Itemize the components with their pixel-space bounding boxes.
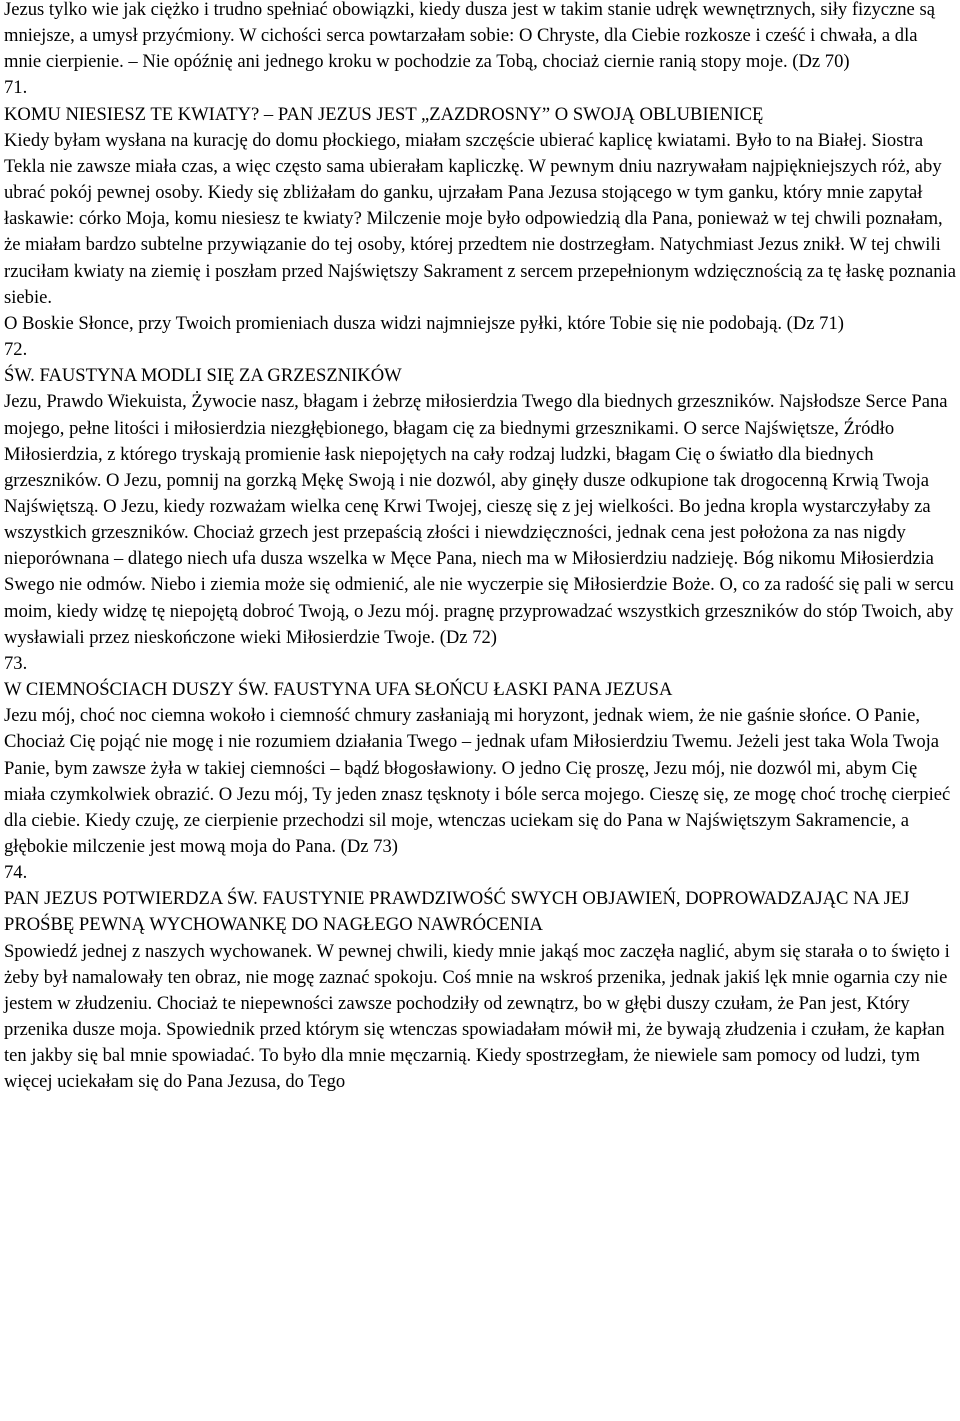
paragraph-entry-70-continuation: Jezus tylko wie jak ciężko i trudno spełniać obowiązki, kiedy dusza jest w takim stanie udręk wewnętrznych, siły fizyczne są mniejsze, a umysł przyćmiony. W cichości serca powtarzałam sobie: O Chryste, dla Ciebie rozkosze i cześć i chwała, a dla mnie cierpienie. – Nie opóźnię ani jednego kroku w pochodzie za Tobą, chociaż ciernie ranią stopy moje. (Dz 70): [4, 0, 935, 73]
heading-entry-73: W CIEMNOŚCIACH DUSZY ŚW. FAUSTYNA UFA SŁOŃCU ŁASKI PANA JEZUSA: [4, 679, 673, 701]
paragraph-entry-71: Kiedy byłam wysłana na kurację do domu płockiego, miałam szczęście ubierać kaplicę kwiatami. Było to na Białej. Siostra Tekla nie zawsze miała czas, a więc często sama ubierałam kapliczkę. W pewnym dniu nazrywałam najpiękniejszych róż, aby ubrać pokój pewnej osoby. Kiedy się zbliżałam do ganku, ujrzałam Pana Jezusa stojącego w tym ganku, który mnie zapytał łaskawie: córko Moja, komu niesiesz te kwiaty? Milczenie moje było odpowiedzią dla Pana, ponieważ w tej chwili poznałam, że miałam bardzo subtelne przywiązanie do tej osoby, której przedtem nie dostrzegłam. Natychmiast Jezus znikł. W tej chwili rzuciłam kwiaty na ziemię i poszłam przed Najświętszy Sakrament z sercem przepełnionym wdzięcznością za tę łaskę poznania siebie.: [4, 129, 957, 308]
heading-entry-74: PAN JEZUS POTWIERDZA ŚW. FAUSTYNIE PRAWDZIWOŚĆ SWYCH OBJAWIEŃ, DOPROWADZAJĄC NA JEJ PROŚBĘ PEWNĄ WYCHOWANKĘ DO NAGŁEGO NAWRÓCENIA: [4, 888, 910, 936]
entry-number-74: 74.: [4, 862, 28, 884]
entry-number-73: 73.: [4, 652, 28, 674]
entry-number-72: 72.: [4, 339, 28, 361]
heading-entry-72: ŚW. FAUSTYNA MODLI SIĘ ZA GRZESZNIKÓW: [4, 365, 402, 387]
document-page: [4, 0, 958, 1096]
paragraph-entry-73: Jezu mój, choć noc ciemna wokoło i ciemność chmury zasłaniają mi horyzont, jednak wiem, że nie gaśnie słońce. O Panie, Chociaż Cię pojąć nie mogę i nie rozumiem działania Twego – jednak ufam Miłosierdziu Twemu. Jeżeli jest taka Wola Twoja Panie, bym zawsze żyła w takiej ciemności – bądź błogosławiony. O jedno Cię proszę, Jezu mój, nie dozwól mi, abym Cię miała czymkolwiek obrazić. O Jezu mój, Ty jeden znasz tęsknoty i bóle serca mojego. Cieszę się, ze mogę choć trochę cierpieć dla ciebie. Kiedy czuję, ze cierpienie przechodzi sil moje, wtenczas uciekam się do Pana w Najświętszym Sakramencie, a głębokie milczenie jest mową moja do Pana. (Dz 73): [4, 705, 951, 857]
heading-entry-71: KOMU NIESIESZ TE KWIATY? – PAN JEZUS JEST „ZAZDROSNY” O SWOJĄ OBLUBIENICĘ: [4, 103, 764, 125]
paragraph-entry-72: Jezu, Prawdo Wiekuista, Żywocie nasz, błagam i żebrzę miłosierdzia Twego dla biednych grzeszników. Najsłodsze Serce Pana mojego, pełne litości i miłosierdzia niezgłębionego, błagam cię za biednymi grzesznikami. O serce Najświętsze, Źródło Miłosierdzia, z którego tryskają promienie łask niepojętych na cały rodzaj ludzki, błagam Cię o światło dla biednych grzeszników. O Jezu, pomnij na gorzką Mękę Swoją i nie dozwól, aby ginęły dusze odkupione tak drogocenną Krwią Twoja Najświętszą. O Jezu, kiedy rozważam wielka cenę Krwi Twojej, cieszę się z jej wielkości. Bo jedna kropla wystarczyłaby za wszystkich grzeszników. Chociaż grzech jest przepaścią złości i niewdzięczności, jednak cena jest położona za nas nigdy nieporównana – dlatego niech ufa dusza wszelka w Męce Pana, niech ma w Miłosierdziu nadzieję. Bóg nikomu Miłosierdzia Swego nie odmów. Niebo i ziemia może się odmienić, ale nie wyczerpie się Miłosierdzie Boże. O, co za radość się pali w sercu moim, kiedy widzę tę niepojętą dobroć Twoją, o Jezu mój. pragnę przyprowadzać wszystkich grzeszników do stóp Twoich, aby wysławiali przez nieskończone wieki Miłosierdzie Twoje. (Dz 72): [4, 391, 954, 648]
entry-number-71: 71.: [4, 77, 28, 99]
paragraph-entry-74: Spowiedź jednej z naszych wychowanek. W pewnej chwili, kiedy mnie jakąś moc zaczęła naglić, abym się starała o to święto i żeby był namalowały ten obraz, nie mogę zaznać spokoju. Coś mnie na wskroś przenika, jednak jakiś lęk mnie ogarnia czy nie jestem w złudzeniu. Chociaż te niepewności zawsze pochodziły od zewnątrz, bo w głębi duszy czułam, że Pan jest, Który przenika dusze moja. Spowiednik przed którym się wtenczas spowiadałam mówił mi, że bywają złudzenia i czułam, że kapłan ten jakby się bal mnie spowiadać. To było dla mnie męczarnią. Kiedy spostrzegłam, że niewiele sam pomocy od ludzi, tym więcej uciekałam się do Pana Jezusa, do Tego: [4, 940, 950, 1093]
paragraph-entry-71-closing: O Boskie Słonce, przy Twoich promieniach dusza widzi najmniejsze pyłki, które Tobie się nie podobają. (Dz 71): [4, 312, 844, 334]
